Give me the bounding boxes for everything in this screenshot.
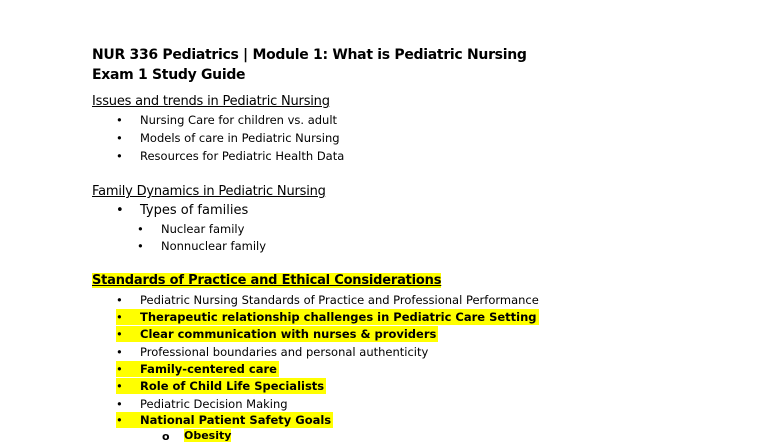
bullet: •	[116, 361, 142, 377]
bullet: •	[116, 378, 142, 394]
document-page: NUR 336 Pediatrics | Module 1: What is Pediatric Nursing Exam 1 Study Guide Issues and trends in Pediatric Nursing • Nursing Care for children vs. adult • Models of care in Pediatric Nursing • Resources for Pediatric Health Data Family Dynamics in Pediatric Nursing • Types of families • Nuclear family • Nonnuclear family Standards of Practice and Ethical Considerations • Pediatric Nursing Standards of Practice and Professional Performance • Therapeutic relationship challenges in Pediatric Care Setting • Clear communication with nurses & providers • Professional boundaries and personal authenticity • Family-centered care • Role of Child Life Specialists • Pediatric Decision Making • National Patient Safety Goals o Obesity	[92, 47, 539, 443]
bullet: •	[137, 239, 144, 253]
bullet: •	[116, 397, 123, 411]
bullet: •	[116, 293, 123, 307]
section-heading-family: Family Dynamics in Pediatric Nursing	[92, 184, 326, 199]
bullet: •	[116, 345, 123, 359]
bullet: •	[116, 412, 142, 428]
section-heading-standards: Standards of Practice and Ethical Considerations	[92, 273, 442, 288]
sub-marker: o	[162, 430, 170, 443]
bullet: •	[137, 222, 144, 236]
section-heading-issues: Issues and trends in Pediatric Nursing	[92, 94, 330, 109]
bullet: •	[116, 309, 142, 325]
bullet: •	[116, 149, 123, 163]
bullet: •	[116, 326, 142, 342]
bullet: •	[116, 113, 123, 127]
bullet: •	[116, 203, 124, 218]
bullet: •	[116, 131, 123, 145]
doc-subtitle: Exam 1 Study Guide	[92, 67, 246, 83]
list-subitem: Obesity	[184, 429, 232, 442]
doc-title: NUR 336 Pediatrics | Module 1: What is Pediatric Nursing	[92, 47, 527, 63]
